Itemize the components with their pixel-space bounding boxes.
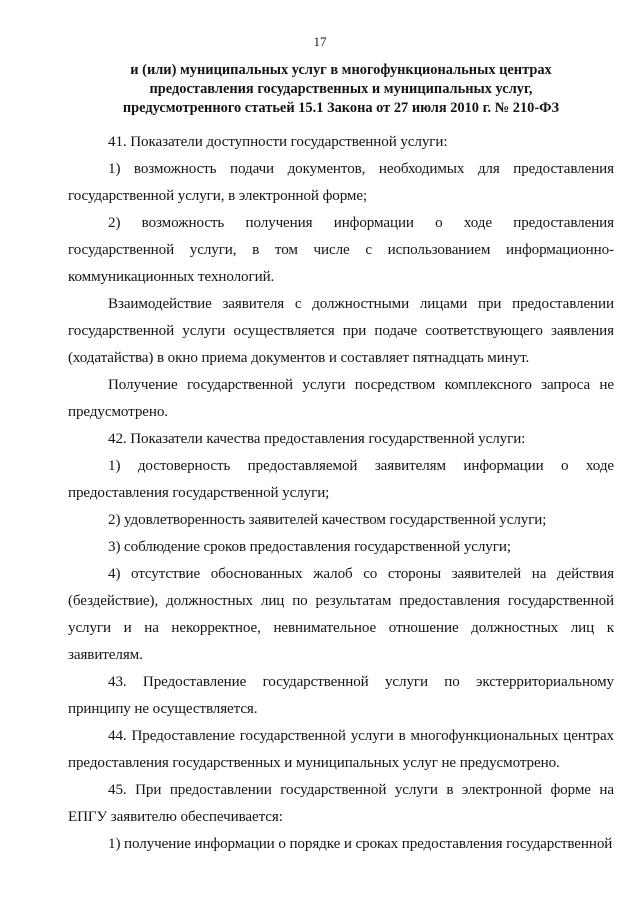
heading-line: предусмотренного статьей 15.1 Закона от 27 июля 2010 г. № 210-ФЗ	[122, 100, 560, 116]
paragraph-41-item-2: 2) возможность получения информации о ходе предоставления государственной услуги, в том числе с использованием информационно-коммуникационных технологий.	[68, 215, 614, 285]
paragraph-complex-request: Получение государственной услуги посредством комплексного запроса не предусмотрено.	[68, 377, 614, 420]
document-body	[68, 129, 614, 858]
paragraph-42-item-1: 1) достоверность предоставляемой заявителям информации о ходе предоставления государственной услуги;	[68, 458, 614, 501]
heading-line: и (или) муниципальных услуг в многофункциональных центрах	[130, 62, 552, 78]
paragraph-41-item-1: 1) возможность подачи документов, необходимых для предоставления государственной услуги, в электронной форме;	[68, 161, 614, 204]
paragraph-43: 43. Предоставление государственной услуги по экстерриториальному принципу не осуществляется.	[68, 674, 614, 717]
heading-line: предоставления государственных и муниципальных услуг,	[149, 81, 533, 97]
page-number: 17	[313, 34, 327, 49]
paragraph-42: 42. Показатели качества предоставления государственной услуги:	[108, 431, 526, 447]
paragraph-45: 45. При предоставлении государственной услуги в электронной форме на ЕПГУ заявителю обеспечивается:	[68, 782, 614, 825]
paragraph-41: 41. Показатели доступности государственной услуги:	[108, 134, 448, 150]
paragraph-42-item-2: 2) удовлетворенность заявителей качеством государственной услуги;	[108, 512, 547, 528]
paragraph-42-item-3: 3) соблюдение сроков предоставления государственной услуги;	[108, 539, 511, 555]
paragraph-44: 44. Предоставление государственной услуги в многофункциональных центрах предоставления государственных и муниципальных услуг не предусмотрено.	[68, 728, 614, 771]
section-heading	[68, 61, 614, 118]
paragraph-interaction: Взаимодействие заявителя с должностными лицами при предоставлении государственной услуги осуществляется при подаче соответствующего заявления (ходатайства) в окно приема документов и составляет пятнадцать минут.	[68, 296, 614, 366]
paragraph-45-item-1: 1) получение информации о порядке и сроках предоставления государственной	[108, 836, 613, 852]
paragraph-42-item-4: 4) отсутствие обоснованных жалоб со стороны заявителей на действия (бездействие), должностных лиц по результатам предоставления государственной услуги и на некорректное, невнимательное отношение должностных лиц к заявителям.	[68, 566, 614, 663]
